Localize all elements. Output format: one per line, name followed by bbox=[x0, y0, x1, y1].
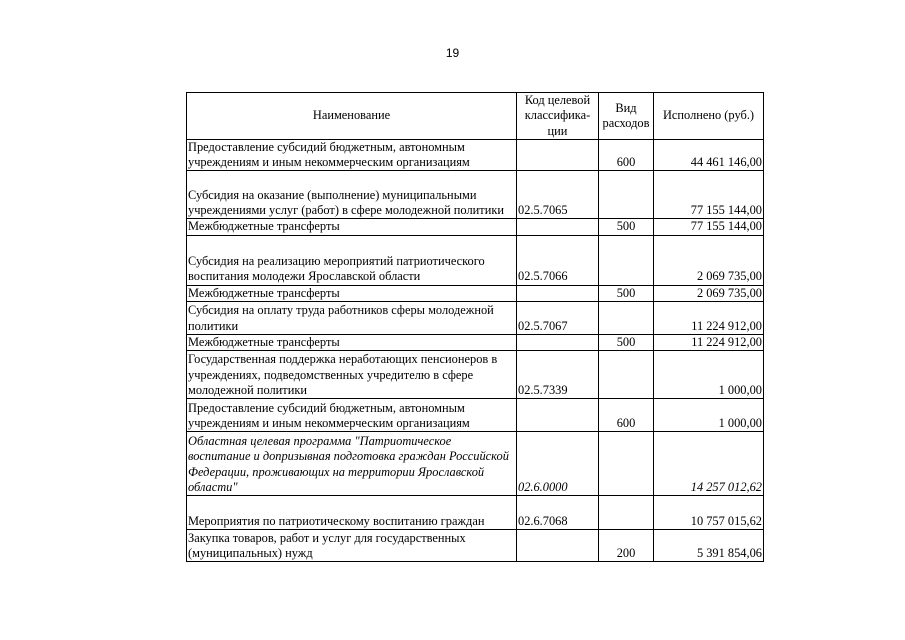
row-amount: 77 155 144,00 bbox=[654, 219, 764, 235]
row-amount: 2 069 735,00 bbox=[654, 235, 764, 285]
row-kind: 500 bbox=[599, 219, 654, 235]
header-code: Код целевой классифика-ции bbox=[517, 93, 599, 140]
budget-execution-table bbox=[186, 92, 764, 562]
row-kind: 200 bbox=[599, 530, 654, 562]
row-code bbox=[517, 285, 599, 301]
header-amount: Исполнено (руб.) bbox=[654, 93, 764, 140]
row-kind bbox=[599, 171, 654, 219]
row-kind: 500 bbox=[599, 285, 654, 301]
row-amount: 2 069 735,00 bbox=[654, 285, 764, 301]
table-row bbox=[187, 171, 764, 219]
row-amount: 11 224 912,00 bbox=[654, 335, 764, 351]
row-kind: 500 bbox=[599, 335, 654, 351]
header-kind: Вид расходов bbox=[599, 93, 654, 140]
row-name: Предоставление субсидий бюджетным, автономным учреждениям и иным некоммерческим организациям bbox=[187, 399, 517, 432]
table-row bbox=[187, 399, 764, 432]
row-name: Субсидия на реализацию мероприятий патриотического воспитания молодежи Ярославской области bbox=[187, 235, 517, 285]
row-name: Субсидия на оказание (выполнение) муниципальными учреждениями услуг (работ) в сфере молодежной политики bbox=[187, 171, 517, 219]
row-name: Субсидия на оплату труда работников сферы молодежной политики bbox=[187, 302, 517, 335]
row-amount: 77 155 144,00 bbox=[654, 171, 764, 219]
row-amount: 1 000,00 bbox=[654, 399, 764, 432]
row-name: Областная целевая программа "Патриотическое воспитание и допризывная подготовка граждан Российской Федерации, проживающих на территории Ярославской области" bbox=[187, 432, 517, 496]
row-name: Межбюджетные трансферты bbox=[187, 335, 517, 351]
row-amount: 11 224 912,00 bbox=[654, 302, 764, 335]
row-name: Государственная поддержка неработающих пенсионеров в учреждениях, подведомственных учредителю в сфере молодежной политики bbox=[187, 351, 517, 399]
row-kind bbox=[599, 496, 654, 530]
table-row bbox=[187, 530, 764, 562]
row-name: Мероприятия по патриотическому воспитанию граждан bbox=[187, 496, 517, 530]
row-name: Межбюджетные трансферты bbox=[187, 285, 517, 301]
row-code: 02.5.7066 bbox=[517, 235, 599, 285]
row-code: 02.5.7067 bbox=[517, 302, 599, 335]
row-code bbox=[517, 219, 599, 235]
row-code: 02.6.0000 bbox=[517, 432, 599, 496]
page-number: 19 bbox=[445, 46, 460, 60]
table-row bbox=[187, 496, 764, 530]
table-row bbox=[187, 235, 764, 285]
row-code: 02.5.7065 bbox=[517, 171, 599, 219]
table-header-row bbox=[187, 93, 764, 140]
table-row bbox=[187, 219, 764, 235]
row-name: Закупка товаров, работ и услуг для государственных (муниципальных) нужд bbox=[187, 530, 517, 562]
row-code: 02.6.7068 bbox=[517, 496, 599, 530]
row-code: 02.5.7339 bbox=[517, 351, 599, 399]
table-row bbox=[187, 285, 764, 301]
row-kind: 600 bbox=[599, 139, 654, 171]
table-row bbox=[187, 302, 764, 335]
table-row bbox=[187, 432, 764, 496]
row-kind bbox=[599, 432, 654, 496]
row-amount: 10 757 015,62 bbox=[654, 496, 764, 530]
row-amount: 1 000,00 bbox=[654, 351, 764, 399]
row-name: Межбюджетные трансферты bbox=[187, 219, 517, 235]
row-kind bbox=[599, 302, 654, 335]
header-name: Наименование bbox=[187, 93, 517, 140]
row-amount: 5 391 854,06 bbox=[654, 530, 764, 562]
row-code bbox=[517, 399, 599, 432]
row-kind bbox=[599, 351, 654, 399]
row-code bbox=[517, 335, 599, 351]
row-name: Предоставление субсидий бюджетным, автономным учреждениям и иным некоммерческим организациям bbox=[187, 139, 517, 171]
row-amount: 14 257 012,62 bbox=[654, 432, 764, 496]
row-code bbox=[517, 139, 599, 171]
table-row bbox=[187, 335, 764, 351]
table-row bbox=[187, 139, 764, 171]
row-kind: 600 bbox=[599, 399, 654, 432]
row-code bbox=[517, 530, 599, 562]
row-amount: 44 461 146,00 bbox=[654, 139, 764, 171]
row-kind bbox=[599, 235, 654, 285]
table-row bbox=[187, 351, 764, 399]
